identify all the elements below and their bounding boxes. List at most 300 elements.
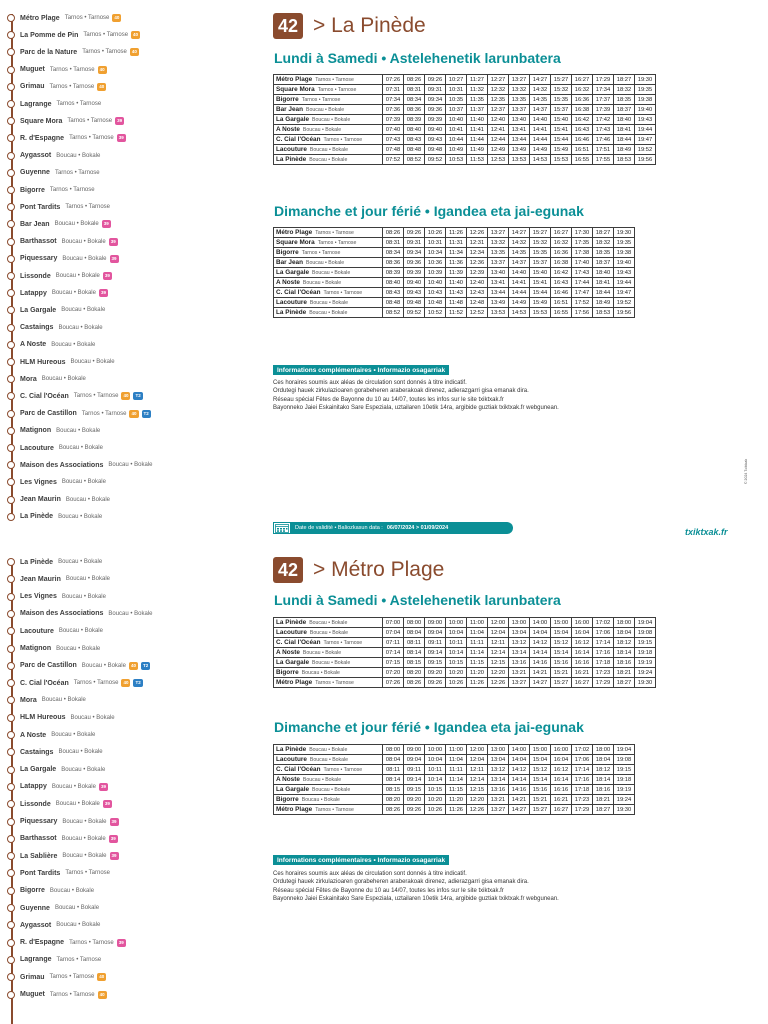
departure-time: 16:27	[572, 75, 593, 85]
stop-city: Tarnos • Tarnose	[69, 135, 114, 142]
departure-time: 16:14	[551, 775, 572, 785]
departure-time: 17:43	[593, 125, 614, 135]
departure-time: 16:21	[572, 668, 593, 678]
stop-dot-icon	[7, 766, 15, 774]
departure-time: 18:04	[614, 628, 635, 638]
timetable-stop-cell	[274, 628, 383, 638]
timetable-stop-name: Square Mora	[276, 86, 315, 93]
departure-time: 19:04	[635, 618, 656, 628]
stop-city: Boucau • Bokale	[58, 324, 103, 331]
stop-item	[7, 63, 107, 77]
timetable-stop-name: C. Cial l'Océan	[276, 289, 321, 296]
departure-time: 09:14	[404, 775, 425, 785]
departure-time: 11:27	[467, 75, 488, 85]
stop-city: Tarnos • Tarnose	[73, 680, 119, 687]
departure-time: 16:00	[572, 618, 593, 628]
departure-time: 07:26	[383, 75, 404, 85]
departure-time: 10:37	[446, 105, 467, 115]
stop-name: La Pomme de Pin	[20, 31, 79, 39]
weekday-timetable	[273, 74, 656, 165]
timetable-row	[274, 248, 635, 258]
departure-time: 08:11	[404, 638, 425, 648]
stop-name: Bar Jean	[20, 220, 50, 228]
departure-time: 17:16	[593, 648, 614, 658]
departure-time: 07:14	[383, 648, 404, 658]
departure-time: 11:15	[467, 658, 488, 668]
stop-name: HLM Hureous	[20, 358, 66, 366]
timetable-stop-name: Bigorre	[276, 669, 299, 676]
stop-name: Piquessary	[20, 255, 58, 263]
departure-time: 09:40	[425, 125, 446, 135]
departure-time: 18:53	[593, 308, 614, 318]
departure-time: 15:44	[530, 288, 551, 298]
weekday-heading: Lundi à Samedi • Astelehenetik larunbatera	[274, 50, 561, 66]
connection-line-badge: 40	[130, 662, 136, 668]
departure-time: 13:41	[488, 278, 509, 288]
timetable-stop-cell	[274, 765, 383, 775]
timetable-stop-name: C. Cial l'Océan	[276, 766, 321, 773]
timetable-stop-name: La Gargale	[276, 269, 310, 276]
departure-time: 17:23	[593, 668, 614, 678]
timetable-row	[274, 135, 656, 145]
departure-time: 14:40	[509, 268, 530, 278]
stop-city: Boucau • Bokale	[108, 610, 153, 617]
stop-dot-icon	[7, 100, 15, 108]
timetable-row	[274, 155, 656, 165]
stop-name: Muguet	[20, 991, 45, 998]
timetable-stop-cell	[274, 155, 383, 165]
stop-item	[7, 269, 112, 283]
departure-time: 14:00	[509, 745, 530, 755]
stop-city: Tarnos • Tarnose	[83, 32, 129, 39]
departure-time: 15:35	[551, 95, 572, 105]
departure-time: 13:27	[488, 228, 509, 238]
stop-dot-icon	[7, 31, 15, 39]
departure-time: 10:31	[446, 85, 467, 95]
departure-time: 17:23	[572, 795, 593, 805]
stop-item	[7, 217, 111, 231]
stop-dot-icon	[7, 461, 15, 469]
departure-time: 12:36	[467, 258, 488, 268]
timetable-stop-city: Tarnos • Tarnose	[315, 77, 354, 83]
stop-city: Boucau • Bokale	[56, 152, 101, 159]
brand-logo: txiktxak.fr	[685, 527, 728, 537]
stop-item	[7, 953, 101, 967]
stop-city: Tarnos • Tarnose	[49, 991, 95, 998]
departure-time: 08:31	[404, 85, 425, 95]
departure-time: 19:52	[635, 145, 656, 155]
stop-item	[7, 475, 106, 489]
departure-time: 16:04	[551, 755, 572, 765]
stop-item	[7, 183, 95, 197]
stop-item	[7, 97, 101, 111]
departure-time: 11:26	[467, 678, 488, 688]
stop-name: A Noste	[20, 341, 47, 349]
departure-time: 18:00	[593, 745, 614, 755]
stop-name: R. d'Espagne	[20, 939, 65, 947]
stop-dot-icon	[7, 66, 15, 74]
stop-name: Barthassot	[20, 835, 57, 843]
departure-time: 09:26	[404, 228, 425, 238]
timetable-stop-name: C. Cial l'Océan	[276, 639, 321, 646]
departure-time: 09:43	[425, 135, 446, 145]
departure-time: 14:00	[530, 618, 551, 628]
stop-dot-icon	[7, 714, 15, 722]
departure-time: 19:04	[614, 745, 635, 755]
stop-dot-icon	[7, 679, 15, 687]
departure-time: 09:40	[404, 278, 425, 288]
departure-time: 14:49	[530, 145, 551, 155]
departure-time: 17:44	[572, 278, 593, 288]
departure-time: 17:46	[593, 135, 614, 145]
connection-line-badge: 39	[110, 238, 116, 244]
stop-dot-icon	[7, 117, 15, 125]
stop-city: Tarnos • Tarnose	[56, 956, 102, 963]
stop-city: Tarnos • Tarnose	[65, 870, 111, 877]
departure-time: 12:40	[467, 278, 488, 288]
stop-dot-icon	[7, 392, 15, 400]
timetable-stop-cell	[274, 248, 383, 258]
timetable-stop-city: Boucau • Bokale	[309, 620, 348, 626]
departure-time: 07:11	[383, 638, 404, 648]
departure-time: 11:34	[446, 248, 467, 258]
stop-dot-icon	[7, 731, 15, 739]
departure-time: 15:49	[530, 298, 551, 308]
timetable-stop-city: Tarnos • Tarnose	[317, 87, 357, 93]
departure-time: 07:39	[383, 115, 404, 125]
timetable-stop-cell	[274, 258, 383, 268]
connection-line-badge: T2	[135, 680, 141, 686]
departure-time: 09:00	[404, 745, 425, 755]
departure-time: 13:40	[509, 115, 530, 125]
departure-time: 18:44	[614, 135, 635, 145]
departure-time: 16:16	[551, 785, 572, 795]
stop-dot-icon	[7, 238, 15, 246]
timetable-stop-name: Bigorre	[276, 249, 299, 256]
departure-time: 16:27	[572, 678, 593, 688]
stop-item	[7, 355, 115, 369]
departure-time: 13:12	[488, 765, 509, 775]
departure-time: 11:14	[467, 648, 488, 658]
stop-city: Boucau • Bokale	[56, 645, 101, 652]
departure-time: 12:48	[467, 298, 488, 308]
departure-time: 11:35	[467, 95, 488, 105]
departure-time: 11:52	[446, 308, 467, 318]
timetable-row	[274, 95, 656, 105]
timetable-page-metro-plage	[0, 550, 768, 1024]
departure-time: 10:26	[425, 805, 446, 815]
info-heading: Informations complémentaires • Informazio osagarriak	[273, 855, 449, 865]
departure-time: 13:41	[509, 125, 530, 135]
timetable-stop-city: Tarnos • Tarnose	[317, 240, 357, 246]
connection-line-badge: 40	[99, 83, 105, 89]
departure-time: 19:47	[635, 135, 656, 145]
departure-time: 19:08	[614, 755, 635, 765]
departure-time: 09:34	[425, 95, 446, 105]
departure-time: 10:26	[446, 678, 467, 688]
departure-time: 08:34	[404, 95, 425, 105]
stop-item	[7, 884, 94, 898]
stop-name: Guyenne	[20, 904, 50, 912]
stop-item	[7, 114, 124, 128]
departure-time: 08:15	[383, 785, 404, 795]
departure-time: 08:26	[383, 228, 404, 238]
departure-time: 08:20	[383, 795, 404, 805]
departure-time: 13:35	[488, 248, 509, 258]
timetable-stop-city: Boucau • Bokale	[312, 660, 351, 666]
timetable-row	[274, 795, 635, 805]
departure-time: 13:37	[509, 105, 530, 115]
timetable-row	[274, 755, 635, 765]
stop-dot-icon	[7, 306, 15, 314]
departure-time: 07:36	[383, 105, 404, 115]
departure-time: 17:16	[572, 775, 593, 785]
timetable-stop-name: La Pinède	[276, 156, 307, 163]
departure-time: 09:36	[404, 258, 425, 268]
stop-name: Lissonde	[20, 800, 51, 808]
timetable-stop-city: Boucau • Bokale	[302, 777, 342, 783]
departure-time: 16:46	[551, 288, 572, 298]
departure-time: 09:43	[404, 288, 425, 298]
departure-time: 18:41	[614, 125, 635, 135]
stop-dot-icon	[7, 696, 15, 704]
timetable-stop-cell	[274, 795, 383, 805]
timetable-stop-name: Métro Plage	[276, 679, 313, 686]
departure-time: 14:21	[530, 668, 551, 678]
departure-time: 13:04	[488, 755, 509, 765]
stop-dot-icon	[7, 904, 15, 912]
timetable-row	[274, 228, 635, 238]
stop-item	[7, 901, 99, 915]
departure-time: 10:14	[425, 775, 446, 785]
weekday-timetable	[273, 617, 656, 688]
departure-time: 14:27	[509, 805, 530, 815]
connection-line-badge: T2	[135, 393, 141, 399]
departure-time: 07:04	[383, 628, 404, 638]
departure-time: 14:16	[509, 785, 530, 795]
stop-city: Boucau • Bokale	[56, 922, 101, 929]
timetable-stop-cell	[274, 755, 383, 765]
departure-time: 08:36	[383, 258, 404, 268]
stop-dot-icon	[7, 410, 15, 418]
departure-time: 13:49	[509, 145, 530, 155]
departure-time: 14:04	[509, 755, 530, 765]
info-heading: Informations complémentaires • Informazio osagarriak	[273, 365, 449, 375]
departure-time: 13:14	[488, 775, 509, 785]
departure-time: 11:14	[446, 775, 467, 785]
stop-item	[7, 28, 140, 42]
stop-item	[7, 303, 105, 317]
stop-dot-icon	[7, 513, 15, 521]
departure-time: 10:11	[425, 765, 446, 775]
departure-time: 11:40	[467, 115, 488, 125]
departure-time: 14:40	[530, 115, 551, 125]
departure-time: 15:41	[530, 278, 551, 288]
departure-time: 14:16	[530, 658, 551, 668]
timetable-row	[274, 75, 656, 85]
departure-time: 12:34	[467, 248, 488, 258]
stop-city: Boucau • Bokale	[55, 273, 100, 279]
stop-item	[7, 918, 100, 932]
stop-item	[7, 235, 118, 249]
timetable-stop-name: Lacouture	[276, 629, 307, 636]
timetable-stop-city: Boucau • Bokale	[302, 127, 342, 133]
stop-dot-icon	[7, 956, 15, 964]
timetable-stop-cell	[274, 668, 383, 678]
timetable-stop-city: Tarnos • Tarnose	[323, 767, 363, 773]
departure-time: 10:04	[425, 755, 446, 765]
departure-time: 18:37	[614, 105, 635, 115]
departure-time: 16:36	[572, 95, 593, 105]
stop-city: Boucau • Bokale	[61, 479, 106, 486]
departure-time: 09:34	[404, 248, 425, 258]
connection-line-badge: T2	[143, 410, 149, 416]
stop-city: Tarnos • Tarnose	[49, 83, 95, 90]
departure-time: 08:52	[404, 155, 425, 165]
stop-item	[7, 815, 119, 829]
departure-time: 19:38	[614, 248, 635, 258]
info-line: Ordutegi hauek zirkulazioaren gorabeheren araberakoak direnez, adierazgarri gisa emanak dira.	[273, 388, 529, 395]
validity-bar	[273, 522, 513, 534]
departure-time: 14:41	[530, 125, 551, 135]
departure-time: 16:42	[572, 115, 593, 125]
timetable-stop-cell	[274, 135, 383, 145]
departure-time: 12:39	[467, 268, 488, 278]
connection-line-badge: 39	[104, 801, 110, 807]
departure-time: 09:15	[404, 785, 425, 795]
stop-city: Tarnos • Tarnose	[64, 15, 110, 21]
stop-dot-icon	[7, 921, 15, 929]
validity-dates: 06/07/2024 > 01/09/2024	[386, 525, 449, 531]
departure-time: 12:26	[488, 678, 509, 688]
timetable-stop-cell	[274, 638, 383, 648]
departure-time: 12:00	[488, 618, 509, 628]
stop-dot-icon	[7, 662, 15, 670]
timetable-stop-city: Tarnos • Tarnose	[323, 640, 363, 646]
departure-time: 15:27	[530, 805, 551, 815]
departure-time: 12:27	[488, 75, 509, 85]
departure-time: 19:30	[614, 228, 635, 238]
departure-time: 12:26	[467, 228, 488, 238]
timetable-stop-name: Métro Plage	[276, 229, 313, 236]
departure-time: 15:35	[530, 248, 551, 258]
timetable-stop-name: La Pinède	[276, 309, 307, 316]
stop-name: HLM Hureous	[20, 714, 66, 722]
stop-name: Les Vignes	[20, 478, 57, 486]
stop-city: Boucau • Bokale	[58, 513, 103, 520]
departure-time: 19:30	[635, 75, 656, 85]
stop-name: Pont Tardits	[20, 203, 61, 211]
stop-item	[7, 510, 102, 524]
departure-time: 17:55	[593, 155, 614, 165]
stop-city: Boucau • Bokale	[56, 427, 101, 434]
departure-time: 09:39	[404, 268, 425, 278]
departure-time: 08:26	[383, 805, 404, 815]
stop-name: Pont Tardits	[20, 869, 61, 877]
stop-item	[7, 572, 110, 586]
departure-time: 19:44	[614, 278, 635, 288]
stop-item	[7, 458, 153, 472]
stop-item	[7, 131, 126, 145]
departure-time: 12:00	[467, 745, 488, 755]
stop-city: Boucau • Bokale	[49, 887, 95, 894]
timetable-stop-name: Lacouture	[276, 146, 307, 153]
departure-time: 15:21	[551, 668, 572, 678]
departure-time: 09:04	[425, 628, 446, 638]
stop-name: Lacouture	[20, 627, 54, 635]
departure-time: 19:19	[635, 658, 656, 668]
departure-time: 08:00	[404, 618, 425, 628]
stop-dot-icon	[7, 593, 15, 601]
departure-time: 11:20	[446, 795, 467, 805]
departure-time: 14:37	[509, 258, 530, 268]
departure-time: 08:26	[404, 75, 425, 85]
stop-name: Parc de Castillon	[20, 662, 77, 670]
departure-time: 15:41	[551, 125, 572, 135]
departure-time: 08:40	[404, 125, 425, 135]
timetable-stop-name: La Pinède	[276, 619, 307, 626]
departure-time: 10:31	[425, 238, 446, 248]
timetable-stop-city: Tarnos • Tarnose	[315, 680, 354, 686]
departure-time: 19:08	[635, 628, 656, 638]
stop-item	[7, 389, 143, 403]
departure-time: 15:04	[530, 755, 551, 765]
stop-dot-icon	[7, 610, 15, 618]
stop-city: Tarnos • Tarnose	[82, 49, 127, 56]
timetable-stop-cell	[274, 228, 383, 238]
timetable-stop-name: A Noste	[276, 776, 300, 783]
departure-time: 17:42	[593, 115, 614, 125]
departure-time: 08:39	[383, 268, 404, 278]
departure-time: 18:35	[614, 95, 635, 105]
departure-time: 18:27	[614, 75, 635, 85]
departure-time: 08:04	[383, 755, 404, 765]
stop-name: Latappy	[20, 783, 47, 791]
departure-time: 16:55	[572, 155, 593, 165]
stop-name: Les Vignes	[20, 593, 57, 601]
stop-item	[7, 407, 151, 421]
info-line: Bayonneko Jaiei Eskainitako Sare Espeziala, uztailaren 10etik 14ra, argibide guztiak txiktxak.fr webgunean.	[273, 404, 559, 411]
timetable-stop-cell	[274, 288, 383, 298]
departure-time: 08:20	[404, 668, 425, 678]
departure-time: 18:53	[614, 155, 635, 165]
departure-time: 18:44	[593, 288, 614, 298]
stop-dot-icon	[7, 627, 15, 635]
timetable-row	[274, 628, 656, 638]
departure-time: 09:04	[404, 755, 425, 765]
departure-time: 11:41	[467, 125, 488, 135]
departure-time: 18:00	[614, 618, 635, 628]
departure-time: 07:43	[383, 135, 404, 145]
connection-line-badge: 40	[131, 49, 137, 55]
departure-time: 11:26	[446, 228, 467, 238]
timetable-row	[274, 805, 635, 815]
departure-time: 18:04	[593, 755, 614, 765]
stop-dot-icon	[7, 169, 15, 177]
connection-line-badge: 39	[103, 221, 109, 227]
timetable-row	[274, 115, 656, 125]
departure-time: 14:35	[530, 95, 551, 105]
departure-time: 19:52	[614, 298, 635, 308]
timetable-row	[274, 638, 656, 648]
departure-time: 11:37	[467, 105, 488, 115]
departure-time: 11:11	[446, 765, 467, 775]
departure-time: 13:00	[488, 745, 509, 755]
departure-time: 17:30	[572, 228, 593, 238]
stop-city: Boucau • Bokale	[108, 462, 153, 469]
validity-label: Date de validité • Baliozkasun data :	[295, 525, 383, 531]
stop-name: Bigorre	[20, 887, 45, 895]
